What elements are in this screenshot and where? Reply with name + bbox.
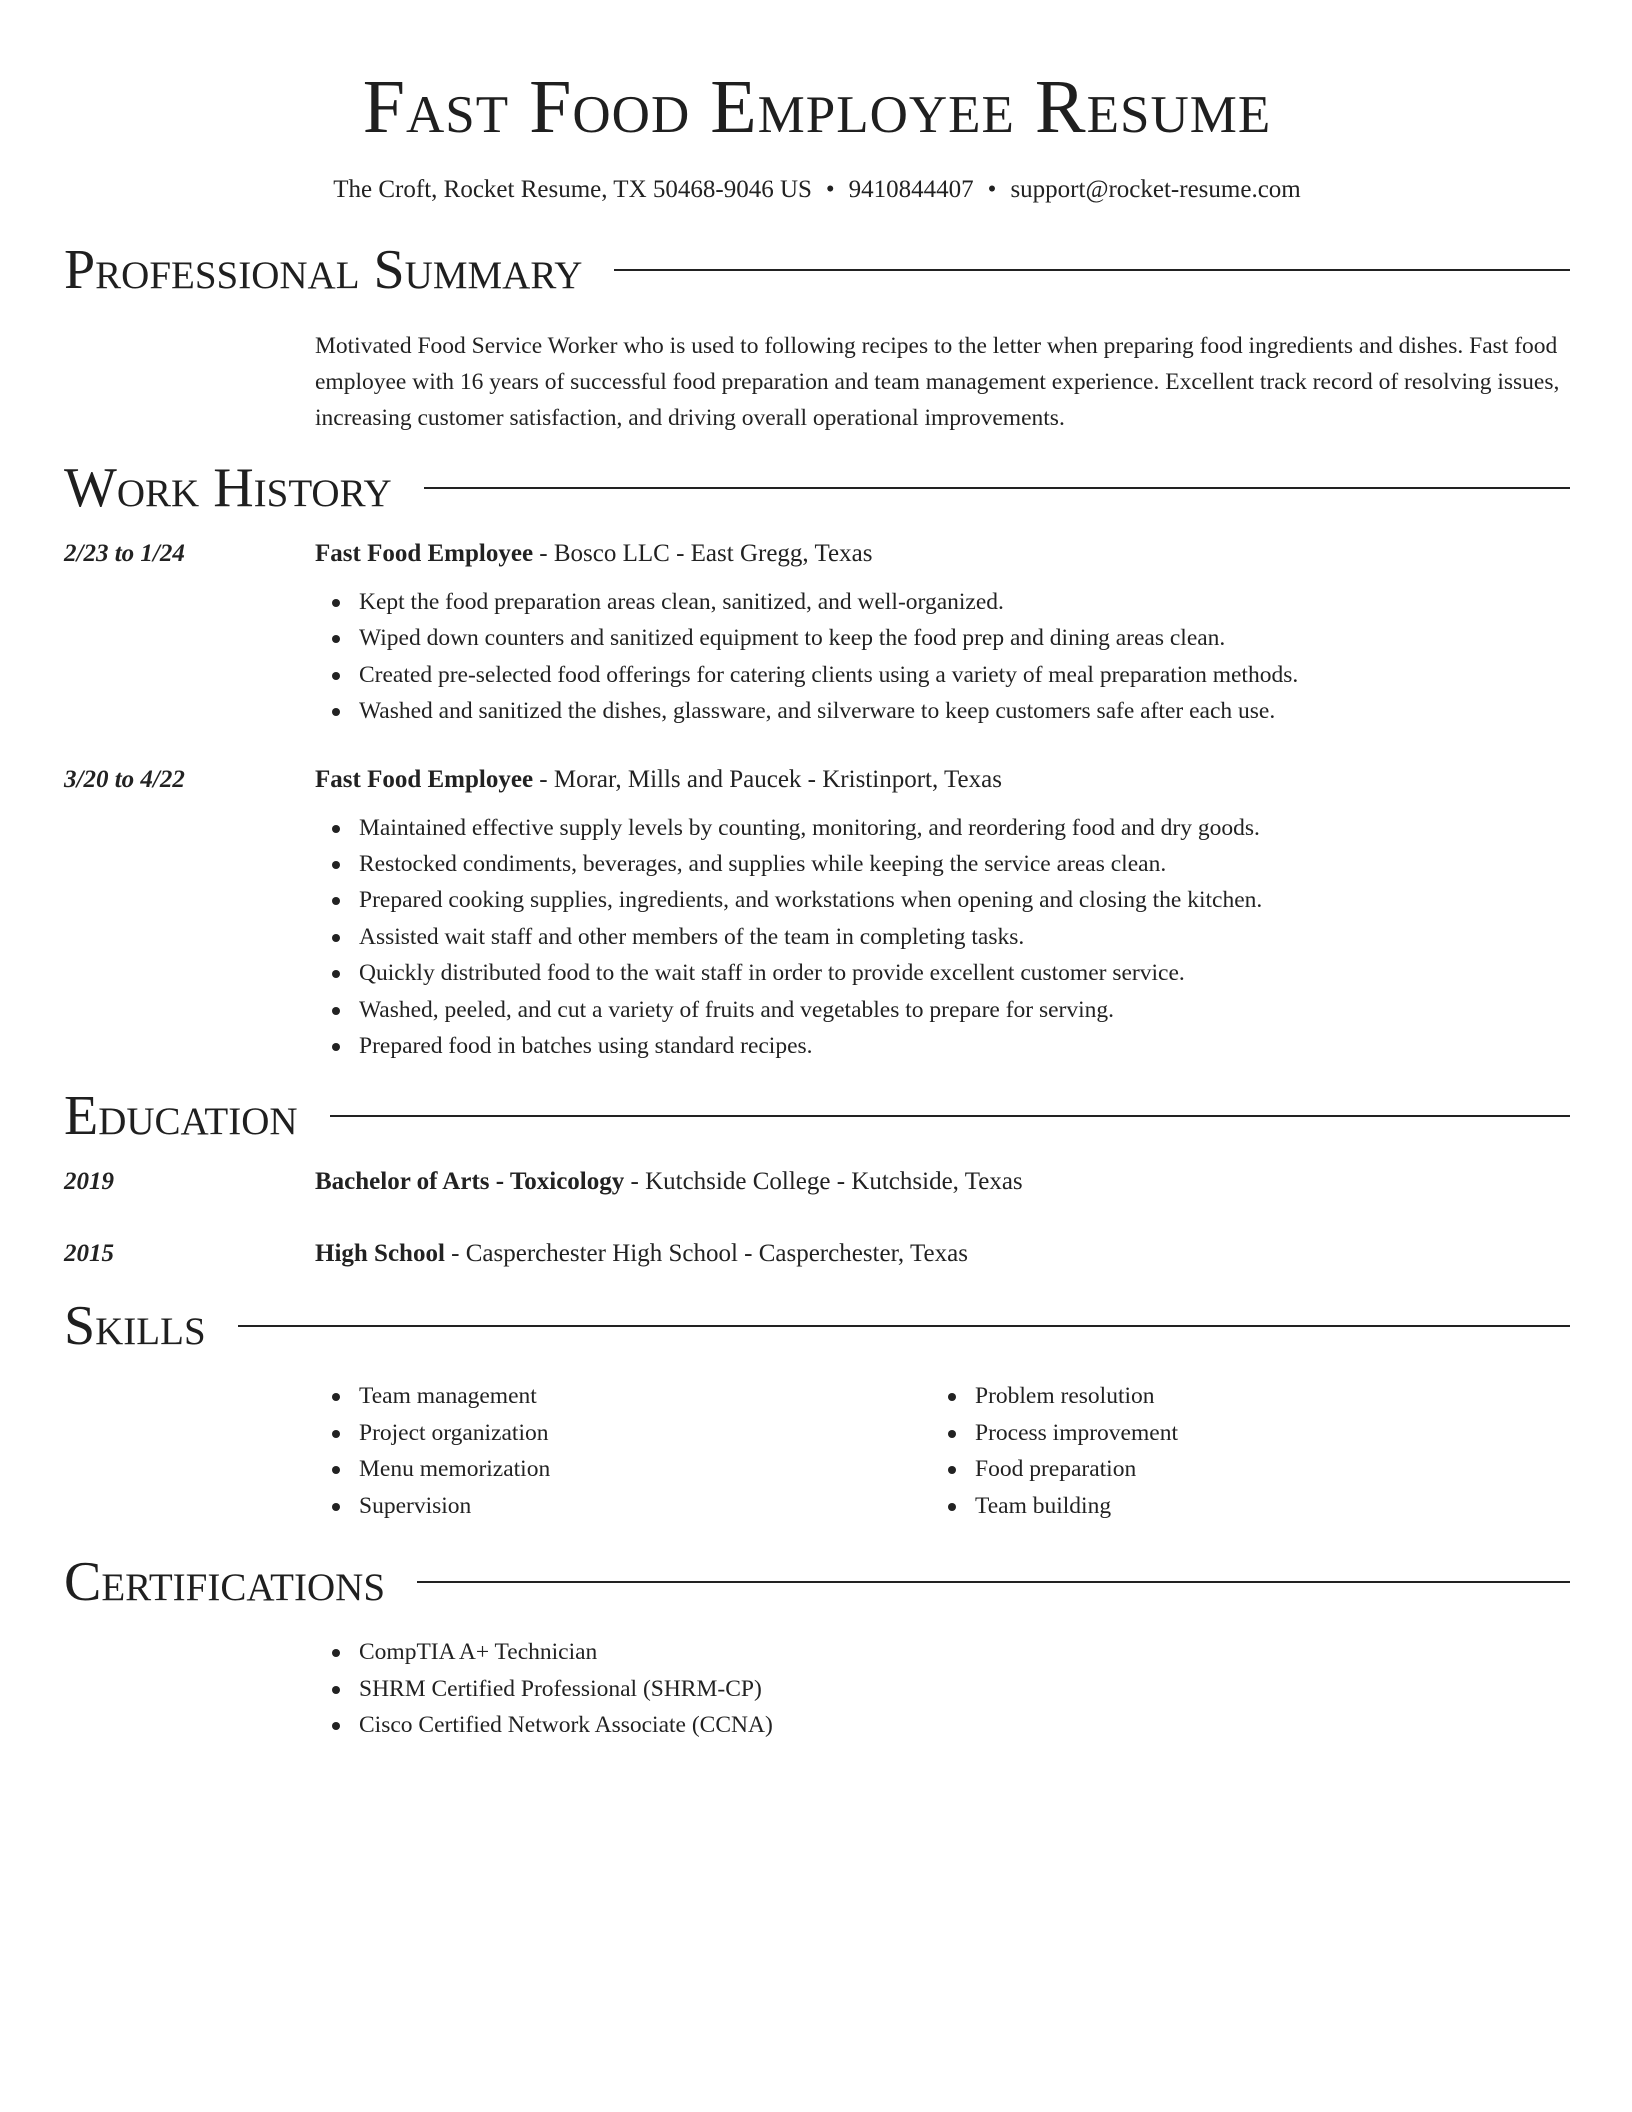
skills-bullets	[315, 1378, 931, 1524]
skill-item: Project organization	[359, 1415, 931, 1451]
resume-title: Fast Food Employee Resume	[362, 65, 1272, 149]
education-year: 2015	[64, 1240, 114, 1268]
job-entry	[64, 538, 1570, 730]
education-section-header	[64, 1084, 1570, 1148]
job-employer: - Bosco LLC - East Gregg, Texas	[533, 540, 873, 567]
separator-dot: •	[987, 176, 997, 203]
list-item: Kept the food preparation areas clean, sanitized, and well-organized.	[359, 584, 1570, 620]
section-title-certifications: Certifications	[64, 1551, 386, 1614]
job-body	[315, 764, 1570, 1065]
contact-address: The Croft, Rocket Resume, TX 50468-9046 US	[333, 176, 812, 203]
section-divider	[238, 1325, 1570, 1327]
job-bullets	[315, 810, 1570, 1065]
skill-item: Supervision	[359, 1488, 931, 1524]
job-headline	[315, 764, 1570, 796]
list-item: Restocked condiments, beverages, and supplies while keeping the service areas clean.	[359, 846, 1570, 882]
education-body	[315, 1238, 1570, 1270]
education-entry	[64, 1238, 1570, 1270]
section-divider	[424, 487, 1570, 489]
list-item: Prepared cooking supplies, ingredients, and workstations when opening and closing the kitchen.	[359, 882, 1570, 918]
skills-column-right	[931, 1378, 1547, 1524]
job-title: Fast Food Employee	[315, 540, 534, 567]
separator-dot: •	[825, 176, 835, 203]
education-school: - Kutchside College - Kutchside, Texas	[624, 1168, 1023, 1196]
list-item: Wiped down counters and sanitized equipment to keep the food prep and dining areas clean.	[359, 620, 1570, 656]
summary-section-header	[64, 238, 1570, 302]
contact-phone: 9410844407	[848, 176, 974, 203]
job-employer: - Morar, Mills and Paucek - Kristinport, Texas	[533, 765, 1002, 793]
list-item: Prepared food in batches using standard recipes.	[359, 1028, 1570, 1064]
summary-text: Motivated Food Service Worker who is used to following recipes to the letter when preparing food ingredients and dishes. Fast food employee with 16 years of successful food preparation and team management experience. Excellent track record of resolving issues, increasing customer satisfaction, and driving overall operational improvements.	[315, 333, 1560, 431]
job-entry	[64, 764, 1570, 1065]
skills-list	[315, 1378, 1570, 1524]
work-section-header	[64, 456, 1570, 520]
job-body	[315, 538, 1570, 730]
job-title: Fast Food Employee	[315, 765, 534, 793]
education-body	[315, 1166, 1570, 1198]
list-item: Washed, peeled, and cut a variety of fruits and vegetables to prepare for serving.	[359, 992, 1570, 1028]
section-title-work: Work History	[64, 457, 392, 519]
education-headline	[315, 1166, 1570, 1198]
list-item: Maintained effective supply levels by counting, monitoring, and reordering food and dry goods.	[359, 810, 1570, 846]
education-entry	[64, 1166, 1570, 1198]
skill-item: Process improvement	[975, 1415, 1547, 1451]
contact-line	[64, 174, 1570, 206]
job-dates: 3/20 to 4/22	[64, 765, 185, 793]
skills-bullets	[931, 1378, 1547, 1524]
skills-section-header	[64, 1294, 1570, 1358]
education-degree: High School	[315, 1240, 445, 1268]
skill-item: Team building	[975, 1488, 1547, 1524]
section-divider	[330, 1115, 1570, 1117]
section-divider	[417, 1581, 1570, 1583]
list-item: Assisted wait staff and other members of the team in completing tasks.	[359, 919, 1570, 955]
section-title-summary: Professional Summary	[64, 239, 583, 301]
resume-page	[64, 0, 1570, 1743]
certification-item: SHRM Certified Professional (SHRM-CP)	[359, 1671, 1570, 1707]
job-dates: 2/23 to 1/24	[64, 540, 185, 567]
education-headline	[315, 1238, 1570, 1270]
section-title-education: Education	[64, 1085, 298, 1148]
list-item: Washed and sanitized the dishes, glassware, and silverware to keep customers safe after each use.	[359, 693, 1570, 729]
education-year: 2019	[64, 1168, 114, 1196]
skills-column-left	[315, 1378, 931, 1524]
education-degree: Bachelor of Arts - Toxicology	[315, 1168, 625, 1196]
education-school: - Casperchester High School - Casperchester, Texas	[444, 1240, 968, 1268]
skill-item: Team management	[359, 1378, 931, 1414]
skill-item: Problem resolution	[975, 1378, 1547, 1414]
list-item: Quickly distributed food to the wait staff in order to provide excellent customer service.	[359, 955, 1570, 991]
certification-item: Cisco Certified Network Associate (CCNA)	[359, 1707, 1570, 1743]
certification-item: CompTIA A+ Technician	[359, 1634, 1570, 1670]
job-headline	[315, 538, 1570, 570]
skill-item: Menu memorization	[359, 1451, 931, 1487]
job-bullets	[315, 584, 1570, 730]
section-title-skills: Skills	[64, 1295, 206, 1358]
section-divider	[614, 269, 1570, 271]
certifications-section-header	[64, 1550, 1570, 1614]
skill-item: Food preparation	[975, 1451, 1547, 1487]
certifications-list	[315, 1634, 1570, 1743]
contact-email: support@rocket-resume.com	[1010, 176, 1301, 203]
list-item: Created pre-selected food offerings for catering clients using a variety of meal preparation methods.	[359, 657, 1570, 693]
